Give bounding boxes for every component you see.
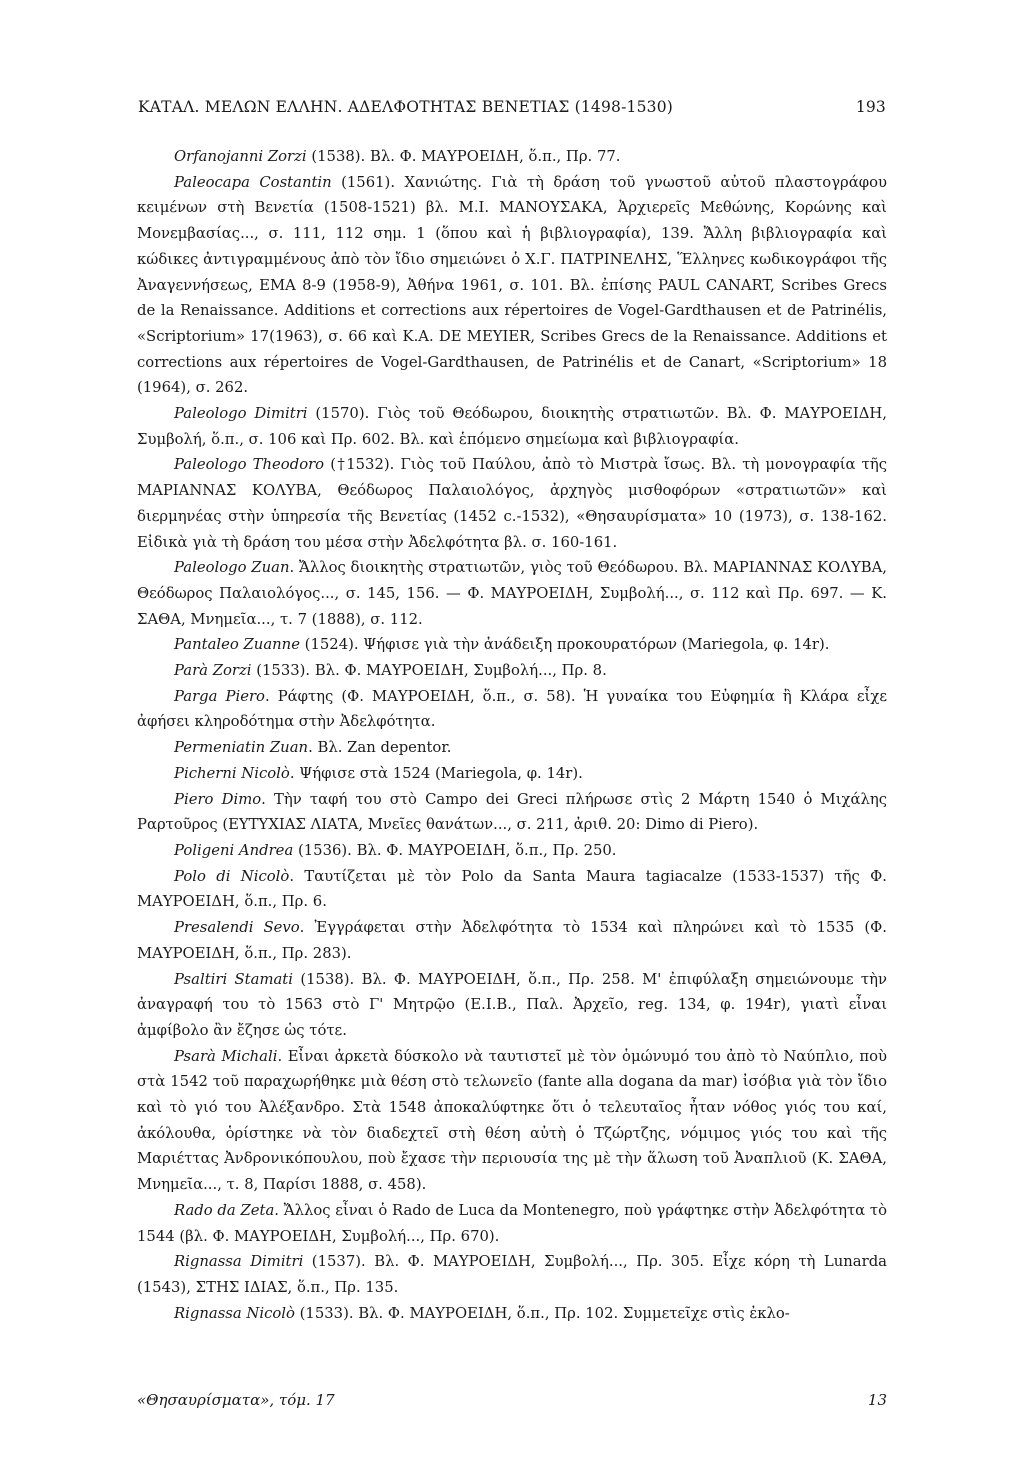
entry-lemma: Polo di Nicolò	[174, 867, 290, 885]
entry-lemma: Psaltiri Stamati	[174, 970, 293, 988]
entry	[137, 401, 887, 452]
entry-lemma: Permeniatin Zuan	[174, 739, 309, 757]
entry-text: . Ἐγγράφεται στὴν Ἀδελφότητα τὸ 1534 καὶ πληρώνει καὶ τὸ 1535 (Φ. ΜΑΥΡΟΕΙΔΗ, ὅ.π., Πρ. 283).	[137, 919, 887, 962]
entry	[137, 452, 887, 555]
entry-lemma: Parga Piero	[174, 687, 265, 705]
entry-text: (1524). Ψήφισε γιὰ τὴν ἀνάδειξη προκουρατόρων (Mariegola, φ. 14r).	[299, 636, 830, 654]
entry-text: (†1532). Γιὸς τοῦ Παύλου, ἀπὸ τὸ Μιστρὰ ἴσως. Βλ. τὴ μονογραφία τῆς ΜΑΡΙΑΝΝΑΣ ΚΟΛΥΒΑ, Θεόδωρος Παλαιολόγος, ἀρχηγὸς μισθοφόρων «στρατιωτῶν» καὶ διερμηνέας στὴν ὑπηρεσία τῆς Βενετίας (1452 c.-1532), «Θησαυρίσματα» 10 (1973), σ. 138-162. Εἰδικὰ γιὰ τὴ δράση του μέσα στὴν Ἀδελφότητα βλ. σ. 160-161.	[137, 456, 887, 551]
page-footer	[137, 1391, 887, 1415]
entry-text: . Βλ. Zan depentor.	[308, 739, 452, 757]
entry-text: (1538). Βλ. Φ. ΜΑΥΡΟΕΙΔΗ, ὅ.π., Πρ. 258. Μ' ἐπιφύλαξη σημειώνουμε τὴν ἀναγραφή του τὸ 1563 στὸ Γ' Μητρῷο (Ε.Ι.Β., Παλ. Ἀρχεῖο, reg. 134, φ. 194r), γιατὶ εἶναι ἀμφίβολο ἂν ἔζησε ὡς τότε.	[137, 970, 887, 1039]
page-number: 193	[855, 98, 886, 116]
entry-text: . Ψήφισε στὰ 1524 (Mariegola, φ. 14r).	[289, 764, 583, 782]
entry-lemma: Psarà Michali	[174, 1047, 278, 1065]
entry	[137, 1198, 887, 1249]
entry-text: (1538). Βλ. Φ. ΜΑΥΡΟΕΙΔΗ, ὅ.π., Πρ. 77.	[306, 148, 621, 165]
entry-lemma: Pantaleo Zuanne	[174, 636, 300, 654]
running-head	[138, 98, 886, 122]
entry-lemma: Paleologo Zuan	[174, 559, 290, 577]
entry	[137, 1044, 887, 1198]
entry-text: (1537). Βλ. Φ. ΜΑΥΡΟΕΙΔΗ, Συμβολή..., Πρ. 305. Εἶχε κόρη τὴ Lunarda (1543), ΣΤΗΣ ΙΔΙΑΣ, ὅ.π., Πρ. 135.	[137, 1253, 887, 1296]
entry	[137, 170, 887, 401]
entry-lemma: Parà Zorzi	[174, 662, 252, 680]
entry-lemma: Paleologo Theodoro	[174, 456, 325, 474]
entry-lemma: Presalendi Sevo	[174, 919, 300, 937]
entry-text: (1533). Βλ. Φ. ΜΑΥΡΟΕΙΔΗ, Συμβολή..., Πρ. 8.	[251, 662, 607, 680]
entry-lemma: Paleocapa Costantin	[174, 173, 332, 191]
entry-lemma: Piero Dimo	[174, 790, 262, 808]
entry-text: (1536). Βλ. Φ. ΜΑΥΡΟΕΙΔΗ, ὅ.π., Πρ. 250.	[293, 841, 617, 859]
entry-text: (1561). Χανιώτης. Γιὰ τὴ δράση τοῦ γνωστοῦ αὐτοῦ πλαστογράφου κειμένων στὴ Βενετία (1508-1521) βλ. Μ.Ι. ΜΑΝΟΥΣΑΚΑ, Ἀρχιερεῖς Μεθώνης, Κορώνης καὶ Μονεμβασίας..., σ. 111, 112 σημ. 1 (ὅπου καὶ ἡ βιβλιογραφία), 139. Ἄλλη βιβλιογραφία καὶ κώδικες ἀντιγραμμένους ἀπὸ τὸν ἴδιο σημειώνει ὁ Χ.Γ. ΠΑΤΡΙΝΕΛΗΣ, Ἕλληνες κωδικογράφοι τῆς Ἀναγεννήσεως, ΕΜΑ 8-9 (1958-9), Ἀθήνα 1961, σ. 101. Βλ. ἐπίσης PAUL CANART, Scribes Grecs de la Renaissance. Additions et corrections aux répertoires de Vogel-Gardthausen et de Patrinélis, «Scriptorium» 17(1963), σ. 66 καὶ Κ.Α. DE MEYIER, Scribes Grecs de la Renaissance. Additions et corrections aux répertoires de Vogel-Gardthausen, de Patrinélis et de Canart, «Scriptorium» 18 (1964), σ. 262.	[137, 173, 887, 397]
entry	[137, 1249, 887, 1300]
volume-signature: «Θησαυρίσματα», τόμ. 17	[137, 1391, 335, 1409]
entry-text: . Ἄλλος διοικητὴς στρατιωτῶν, γιὸς τοῦ Θεόδωρου. Βλ. ΜΑΡΙΑΝΝΑΣ ΚΟΛΥΒΑ, Θεόδωρος Παλαιολόγος..., σ. 145, 156. — Φ. ΜΑΥΡΟΕΙΔΗ, Συμβολή..., σ. 112 καὶ Πρ. 697. — Κ. ΣΑΘΑ, Μνημεῖα..., τ. 7 (1888), σ. 112.	[137, 559, 887, 628]
entry-text: . Ράφτης (Φ. ΜΑΥΡΟΕΙΔΗ, ὅ.π., σ. 58). Ἡ γυναίκα του Εὐφημία ἢ Κλάρα εἶχε ἀφήσει κληροδότημα στὴν Ἀδελφότητα.	[137, 687, 887, 731]
entry	[137, 684, 887, 735]
entry-list	[137, 144, 887, 1326]
entry	[137, 658, 887, 684]
entry-lemma: Rignassa Nicolò	[174, 1304, 295, 1322]
entry-text: . Τὴν ταφή του στὸ Campo dei Greci πλήρωσε στὶς 2 Μάρτη 1540 ὁ Μιχάλης Ραρτοῦρος (ΕΥΤΥΧΙΑΣ ΛΙΑΤΑ, Μνεῖες θανάτων..., σ. 211, ἀριθ. 20: Dimo di Piero).	[137, 790, 887, 834]
running-head-title: ΚΑΤΑΛ. ΜΕΛΩΝ ΕΛΛΗΝ. ΑΔΕΛΦΟΤΗΤΑΣ ΒΕΝΕΤΙΑΣ (1498-1530)	[138, 98, 674, 116]
entry	[137, 555, 887, 632]
entry-text: . Εἶναι ἀρκετὰ δύσκολο νὰ ταυτιστεῖ μὲ τὸν ὁμώνυμό του ἀπὸ τὸ Ναύπλιο, ποὺ στὰ 1542 τοῦ παραχωρήθηκε μιὰ θέση στὸ τελωνεῖο (fante alla dogana da mar) ἰσόβια γιὰ τὸν ἴδιο καὶ τὸ γιό του Ἀλέξανδρο. Στὰ 1548 ἀποκαλύφτηκε ὅτι ὁ τελευταῖος ἦταν νόθος γιός του καί, ἀκόλουθα, ὁρίστηκε νὰ τὸν διαδεχτεῖ στὴ θέση αὐτὴ ὁ Τζώρτζης, νόμιμος γιός του καὶ τῆς Μαριέττας Ἀνδρονικόπουλου, ποὺ ἔχασε τὴν περιουσία της μὲ τὴν ἅλωση τοῦ Ἀναπλιοῦ (Κ. ΣΑΘΑ, Μνημεῖα..., τ. 8, Παρίσι 1888, σ. 458).	[137, 1047, 887, 1194]
entry-lemma: Poligeni Andrea	[174, 841, 294, 859]
entry	[137, 864, 887, 915]
entry-lemma: Paleologo Dimitri	[174, 405, 308, 423]
entry	[137, 787, 887, 838]
entry-lemma: Orfanojanni Zorzi	[174, 148, 307, 165]
entry-text: (1570). Γιὸς τοῦ Θεόδωρου, διοικητὴς στρατιωτῶν. Βλ. Φ. ΜΑΥΡΟΕΙΔΗ, Συμβολή, ὅ.π., σ. 106 καὶ Πρ. 602. Βλ. καὶ ἑπόμενο σημείωμα καὶ βιβλιογραφία.	[137, 405, 887, 448]
entry-text: (1533). Βλ. Φ. ΜΑΥΡΟΕΙΔΗ, ὅ.π., Πρ. 102. Συμμετεῖχε στὶς ἐκλο-	[294, 1304, 790, 1322]
entry	[137, 761, 887, 787]
entry-lemma: Picherni Nicolò	[174, 764, 290, 782]
entry	[137, 144, 887, 170]
entry	[137, 735, 887, 761]
entry	[137, 1301, 887, 1327]
entry	[137, 915, 887, 966]
entry	[137, 967, 887, 1044]
entry	[137, 632, 887, 658]
entry-text: . Ταυτίζεται μὲ τὸν Polo da Santa Maura tagiacalze (1533-1537) τῆς Φ. ΜΑΥΡΟΕΙΔΗ, ὅ.π., Πρ. 6.	[137, 867, 887, 911]
entry-lemma: Rado da Zeta	[174, 1201, 275, 1219]
entry-text: . Ἄλλος εἶναι ὁ Rado de Luca da Montenegro, ποὺ γράφτηκε στὴν Ἀδελφότητα τὸ 1544 (βλ. Φ. ΜΑΥΡΟΕΙΔΗ, Συμβολή..., Πρ. 670).	[137, 1201, 887, 1245]
entry-lemma: Rignassa Dimitri	[174, 1253, 304, 1271]
entry	[137, 838, 887, 864]
signature-number: 13	[867, 1391, 887, 1409]
